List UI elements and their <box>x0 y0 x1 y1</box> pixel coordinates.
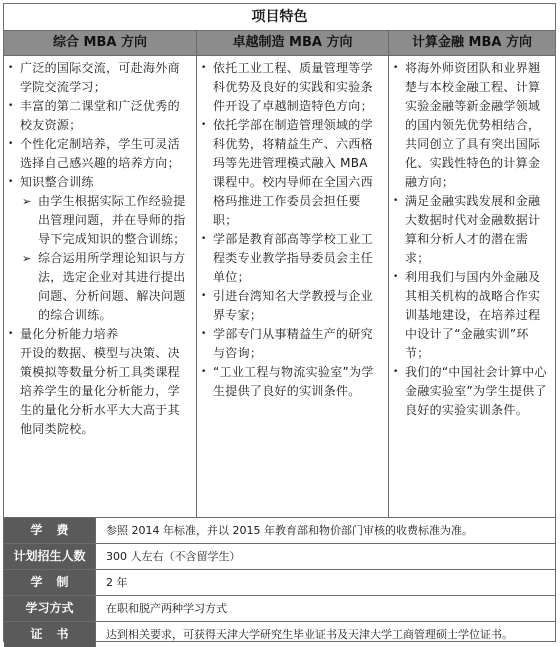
info-label: 证书 <box>4 622 96 647</box>
bullet-icon: • <box>393 63 399 73</box>
column-header-manufacturing-mba: 卓越制造 MBA 方向 <box>197 31 389 55</box>
list-item-text: “工业工程与物流实验室”为学生提供了良好的实训条件。 <box>213 365 374 398</box>
list-item <box>393 363 551 420</box>
sub-list-item <box>8 192 192 249</box>
list-item <box>201 59 384 116</box>
column-manufacturing-mba <box>197 56 389 517</box>
column-general-mba <box>4 56 197 517</box>
list-item <box>8 59 192 97</box>
list-item <box>8 325 192 344</box>
list-item <box>201 116 384 230</box>
list-item-text: 知识整合训练 <box>20 175 94 189</box>
bullet-icon: • <box>201 367 207 377</box>
info-row-enrollment <box>4 544 555 570</box>
bullet-icon: • <box>201 120 207 130</box>
info-row-certificate <box>4 622 555 647</box>
info-row-study-mode <box>4 596 555 622</box>
list-item <box>201 363 384 401</box>
list-item-text: 将海外师资团队和业界翘楚与本校金融工程、计算实验金融等新金融学领域的国内领先优势相结合，共同创立了具有突出国际化、实践性特色的计算金融方向； <box>405 61 541 189</box>
info-label: 学费 <box>4 518 96 543</box>
list-item-text: 丰富的第二课堂和广泛优秀的校友资源； <box>20 99 180 132</box>
list-item-text: 个性化定制培养，学生可灵活选择自己感兴趣的培养方向； <box>20 137 180 170</box>
feature-table <box>3 3 556 642</box>
list-item <box>393 59 551 192</box>
column-headers <box>4 31 555 56</box>
info-label: 学制 <box>4 570 96 595</box>
arrow-bullet-icon: ➢ <box>22 252 32 265</box>
info-value: 参照 2014 年标准，并以 2015 年教育部和物价部门审核的收费标准为准。 <box>106 524 473 537</box>
sub-list-item-text: 由学生根据实际工作经验提出管理问题，并在导师的指导下完成知识的整合训练； <box>38 194 186 246</box>
bullet-icon: • <box>8 139 14 149</box>
list-item-text: 广泛的国际交流，可赴海外商学院交流学习； <box>20 61 180 94</box>
list-item-text: 依托学部在制造管理领域的学科优势，将精益生产、六西格玛等先进管理模式融入 MBA 课程中。校内导师在全国六西格玛推进工作委员会担任要职； <box>213 118 373 227</box>
list-item <box>8 173 192 192</box>
info-row-tuition <box>4 518 555 544</box>
bullet-icon: • <box>8 329 14 339</box>
bullet-icon: • <box>393 196 399 206</box>
arrow-bullet-icon: ➢ <box>22 195 32 208</box>
bullet-icon: • <box>201 291 207 301</box>
info-value: 达到相关要求，可获得天津大学研究生毕业证书及天津大学工商管理硕士学位证书。 <box>106 628 513 641</box>
info-row-duration <box>4 570 555 596</box>
list-item <box>201 325 384 363</box>
feature-columns <box>4 56 555 518</box>
list-item-text: 满足金融实践发展和金融大数据时代对金融数据计算和分析人才的潜在需求； <box>405 194 541 265</box>
bullet-icon: • <box>8 63 14 73</box>
info-value: 2 年 <box>106 576 128 589</box>
list-item-text: 我们的“中国社会计算中心金融实验室”为学生提供了良好的实验实训条件。 <box>405 365 547 417</box>
list-item-detail: 开设的数据、模型与决策、决策模拟等数量分析工具类课程培养学生的量化分析能力，学生的量化分析水平大大高于其他同类院校。 <box>20 346 180 436</box>
list-item-text: 引进台湾知名大学教授与企业界专家； <box>213 289 373 322</box>
bullet-icon: • <box>201 234 207 244</box>
info-label: 学习方式 <box>4 596 96 621</box>
info-value: 300 人左右（不含留学生） <box>106 550 241 563</box>
sub-list-item-text: 综合运用所学理论知识与方法，选定企业对其进行提出问题、分析问题、解决问题的综合训练。 <box>38 251 186 322</box>
sub-list-item <box>8 249 192 325</box>
list-item <box>8 97 192 135</box>
list-item-text: 学部专门从事精益生产的研究与咨询； <box>213 327 373 360</box>
list-item-text: 学部是教育部高等学校工业工程类专业教学指导委员会主任单位； <box>213 232 373 284</box>
list-item <box>201 287 384 325</box>
bullet-icon: • <box>393 272 399 282</box>
table-title: 项目特色 <box>4 4 555 31</box>
list-item <box>8 135 192 173</box>
info-value: 在职和脱产两种学习方式 <box>106 602 227 615</box>
bullet-icon: • <box>201 63 207 73</box>
bullet-icon: • <box>8 101 14 111</box>
column-header-general-mba: 综合 MBA 方向 <box>4 31 197 55</box>
bullet-icon: • <box>201 329 207 339</box>
bullet-icon: • <box>393 367 399 377</box>
list-item <box>393 268 551 363</box>
list-item-text: 量化分析能力培养 <box>20 327 119 341</box>
info-label: 计划招生人数 <box>4 544 96 569</box>
column-finance-mba <box>389 56 555 517</box>
list-item-text: 利用我们与国内外金融及其相关机构的战略合作实训基地建设，在培养过程中设计了“金融实训”环节； <box>405 270 541 360</box>
list-item <box>393 192 551 268</box>
column-header-finance-mba: 计算金融 MBA 方向 <box>412 35 532 50</box>
list-item-text: 依托工业工程、质量管理等学科优势及良好的实践和实验条件开设了卓越制造特色方向； <box>213 61 373 113</box>
bullet-icon: • <box>8 177 14 187</box>
list-item <box>201 230 384 287</box>
